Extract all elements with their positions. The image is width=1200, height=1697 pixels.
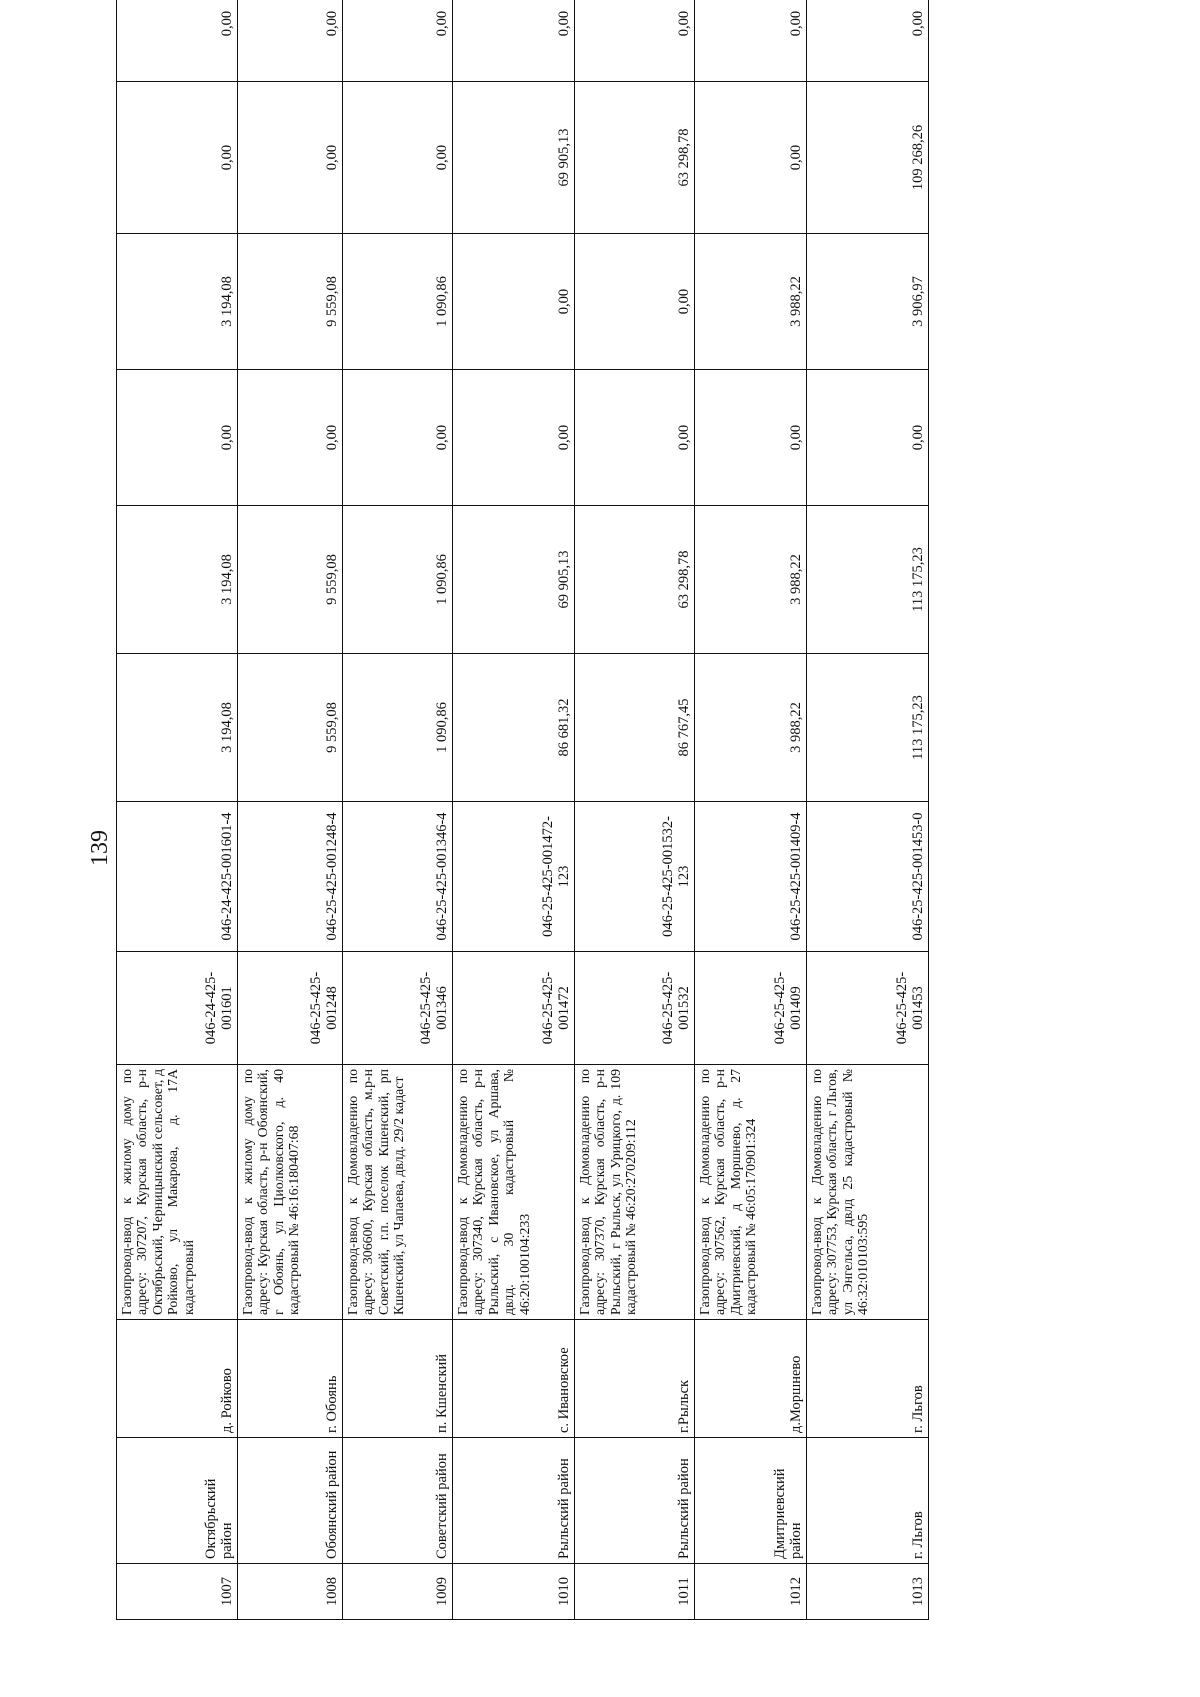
value-col3: 0,00	[117, 370, 238, 506]
value-col5: 63 298,78	[575, 82, 695, 234]
table-row	[695, 0, 807, 1620]
object-address: Газопровод-ввод к Домовладению по адресу: 307370, Курская область, р-н Рыльский, г Рыльск, ул Урицкого, д. 109 кадастровый № 46:20:270209:112	[575, 1065, 695, 1320]
value-col6: 0,00	[343, 0, 453, 82]
inventory-code: 046-25-425-001346-4	[343, 802, 453, 952]
district-name: Дмитриевский район	[695, 1438, 807, 1564]
row-number: 1010	[453, 1564, 575, 1620]
value-col3: 0,00	[343, 370, 453, 506]
table-row	[807, 0, 929, 1620]
row-number: 1011	[575, 1564, 695, 1620]
value-col4: 0,00	[575, 234, 695, 370]
inventory-code: 046-25-425-001453-0	[807, 802, 929, 952]
object-address: Газопровод-ввод к Домовладению по адресу: 307340, Курская область, р-н Рыльский, с Ивановское, ул Аршава, двлд. 30 кадастровый № 46:20:100104:233	[453, 1065, 575, 1320]
inventory-code: 046-25-425-001409-4	[695, 802, 807, 952]
data-table	[116, 0, 929, 1620]
district-name: Советский район	[343, 1438, 453, 1564]
value-total: 1 090,86	[343, 506, 453, 654]
value-col5: 0,00	[117, 82, 238, 234]
value-total: 113 175,23	[807, 506, 929, 654]
value-cost: 86 681,32	[453, 654, 575, 802]
value-col4: 9 559,08	[238, 234, 343, 370]
district-name: Рыльский район	[575, 1438, 695, 1564]
inventory-code: 046-24-425-001601-4	[117, 802, 238, 952]
value-col6: 0,00	[117, 0, 238, 82]
inventory-code: 046-25-425-001532-123	[575, 802, 695, 952]
object-address: Газопровод-ввод к жилому дому по адресу: Курская область, р-н Обоянский, г Обоянь, ул Циолковского, д. 40 кадастровый № 46:16:180407:68	[238, 1065, 343, 1320]
value-cost: 113 175,23	[807, 654, 929, 802]
inventory-code: 046-25-425-001472-123	[453, 802, 575, 952]
inventory-code: 046-25-425-001248-4	[238, 802, 343, 952]
value-col5: 0,00	[238, 82, 343, 234]
table-row	[238, 0, 343, 1620]
district-name: Обоянский район	[238, 1438, 343, 1564]
value-col4: 0,00	[453, 234, 575, 370]
object-address: Газопровод-ввод к Домовладению по адресу: 307753, Курская область, г Льгов, ул Энгельса, двлд 25 кадастровый № 46:32:010103:595	[807, 1065, 929, 1320]
value-col5: 0,00	[695, 82, 807, 234]
object-code: 046-24-425-001601	[117, 952, 238, 1065]
row-number: 1009	[343, 1564, 453, 1620]
value-col4: 1 090,86	[343, 234, 453, 370]
settlement-name: г.Рыльск	[575, 1320, 695, 1438]
district-name: г. Льгов	[807, 1438, 929, 1564]
value-col5: 109 268,26	[807, 82, 929, 234]
value-col4: 3 194,08	[117, 234, 238, 370]
object-code: 046-25-425-001248	[238, 952, 343, 1065]
row-number: 1013	[807, 1564, 929, 1620]
settlement-name: д.Моршнево	[695, 1320, 807, 1438]
settlement-name: д. Ройково	[117, 1320, 238, 1438]
value-total: 3 988,22	[695, 506, 807, 654]
value-col3: 0,00	[238, 370, 343, 506]
value-total: 69 905,13	[453, 506, 575, 654]
row-number: 1012	[695, 1564, 807, 1620]
value-col5: 0,00	[343, 82, 453, 234]
value-col6: 0,00	[453, 0, 575, 82]
row-number: 1008	[238, 1564, 343, 1620]
value-total: 63 298,78	[575, 506, 695, 654]
page-number: 139	[87, 830, 113, 866]
value-col4: 3 988,22	[695, 234, 807, 370]
value-cost: 9 559,08	[238, 654, 343, 802]
value-total: 9 559,08	[238, 506, 343, 654]
table-row	[117, 0, 238, 1620]
value-cost: 86 767,45	[575, 654, 695, 802]
settlement-name: г. Льгов	[807, 1320, 929, 1438]
value-col3: 0,00	[575, 370, 695, 506]
object-address: Газопровод-ввод к Домовладению по адресу: 306600, Курская область, м.р-н Советский, г.п. поселок Кшенский, рп Кшенский, ул Чапаева, двлд. 29/2 кадаст	[343, 1065, 453, 1320]
table-row	[343, 0, 453, 1620]
value-cost: 3 194,08	[117, 654, 238, 802]
object-code: 046-25-425-001532	[575, 952, 695, 1065]
value-col6: 0,00	[575, 0, 695, 82]
district-name: Рыльский район	[453, 1438, 575, 1564]
value-col5: 69 905,13	[453, 82, 575, 234]
value-cost: 1 090,86	[343, 654, 453, 802]
value-total: 3 194,08	[117, 506, 238, 654]
settlement-name: г. Обоянь	[238, 1320, 343, 1438]
object-address: Газопровод-ввод к жилому дому по адресу: 307207, Курская область, р-н Октябрьский, Черницынский сельсовет, д Ройково, ул Макарова, д. 17А кадастровый	[117, 1065, 238, 1320]
value-col3: 0,00	[453, 370, 575, 506]
object-code: 046-25-425-001453	[807, 952, 929, 1065]
value-col3: 0,00	[695, 370, 807, 506]
settlement-name: п. Кшенский	[343, 1320, 453, 1438]
district-name: Октябрьский район	[117, 1438, 238, 1564]
object-code: 046-25-425-001472	[453, 952, 575, 1065]
table-row	[453, 0, 575, 1620]
value-col6: 0,00	[695, 0, 807, 82]
object-address: Газопровод-ввод к Домовладению по адресу: 307562, Курская область, р-н Дмитриевский, д Моршнево, д. 27 кадастровый № 46:05:170901:324	[695, 1065, 807, 1320]
object-code: 046-25-425-001409	[695, 952, 807, 1065]
value-cost: 3 988,22	[695, 654, 807, 802]
rotated-sheet	[116, 0, 929, 1620]
value-col3: 0,00	[807, 370, 929, 506]
object-code: 046-25-425-001346	[343, 952, 453, 1065]
value-col6: 0,00	[807, 0, 929, 82]
row-number: 1007	[117, 1564, 238, 1620]
value-col4: 3 906,97	[807, 234, 929, 370]
value-col6: 0,00	[238, 0, 343, 82]
settlement-name: с. Ивановское	[453, 1320, 575, 1438]
table-row	[575, 0, 695, 1620]
